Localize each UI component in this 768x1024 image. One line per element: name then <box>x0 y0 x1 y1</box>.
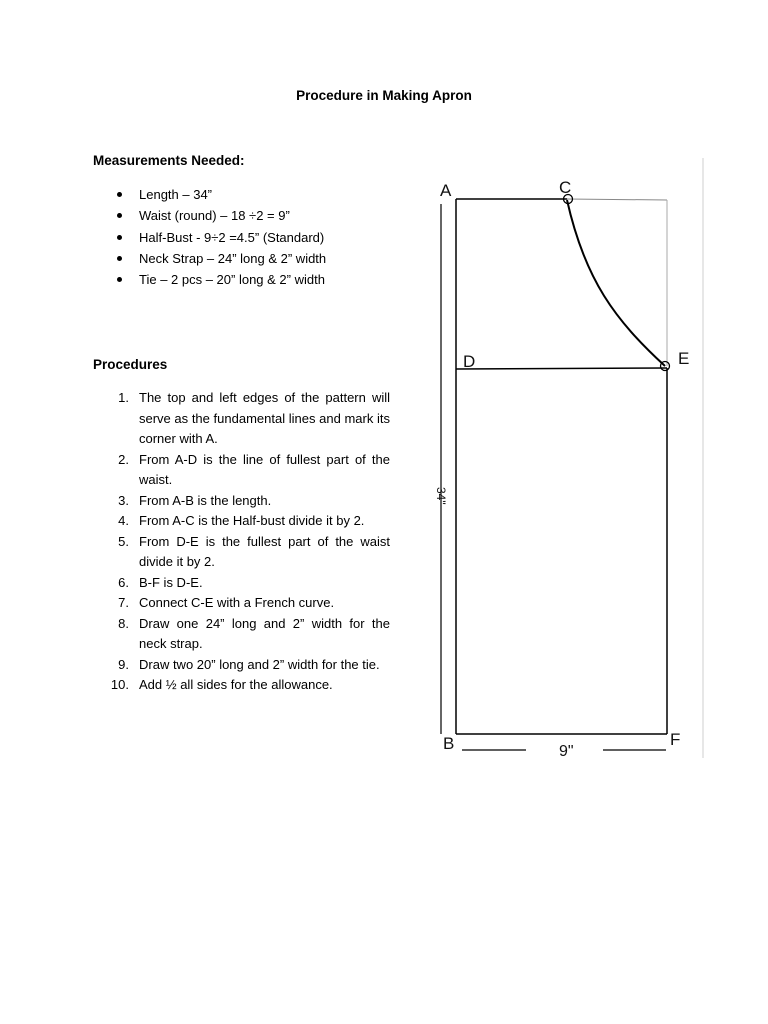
line-d-e <box>456 368 667 369</box>
list-item: 2. From A-D is the line of fullest part of the waist. <box>118 451 390 487</box>
list-item: 10. Add ½ all sides for the allowance. <box>110 677 333 692</box>
list-item: Waist (round) – 18 ÷2 = 9” <box>93 205 326 226</box>
list-item: Half-Bust - 9÷2 =4.5” (Standard) <box>93 227 326 248</box>
list-item: 8. Draw one 24” long and 2” width for the neck strap. <box>118 615 390 651</box>
label-f: F <box>670 730 681 749</box>
list-item: Tie – 2 pcs – 20” long & 2” width <box>93 269 326 290</box>
width-label: 9" <box>559 743 574 760</box>
list-item: Length – 34” <box>93 184 326 205</box>
label-e: E <box>678 349 690 368</box>
label-a: A <box>440 181 452 200</box>
measurements-heading: Measurements Needed: <box>93 153 245 168</box>
label-b: B <box>443 734 455 753</box>
french-curve <box>567 200 665 366</box>
line-c-corner <box>567 199 667 200</box>
list-item: 7. Connect C-E with a French curve. <box>118 595 335 610</box>
length-label: 34" <box>434 487 448 505</box>
list-item: 5. From D-E is the fullest part of the waist divide it by 2. <box>118 533 390 569</box>
label-d: D <box>463 352 476 371</box>
label-c: C <box>559 178 572 197</box>
list-item: 6. B-F is D-E. <box>118 574 203 590</box>
page-title: Procedure in Making Apron <box>296 88 472 103</box>
list-item: Neck Strap – 24” long & 2” width <box>93 248 326 269</box>
list-item: 1. The top and left edges of the pattern will serve as the fundamental lines and mark its corner with A. <box>118 390 390 446</box>
list-item: 9. Draw two 20” long and 2” width for the tie. <box>118 656 380 672</box>
list-item: 4. From A-C is the Half-bust divide it by 2. <box>118 513 365 528</box>
procedures-heading: Procedures <box>93 357 168 372</box>
list-item: 3. From A-B is the length. <box>118 492 272 508</box>
